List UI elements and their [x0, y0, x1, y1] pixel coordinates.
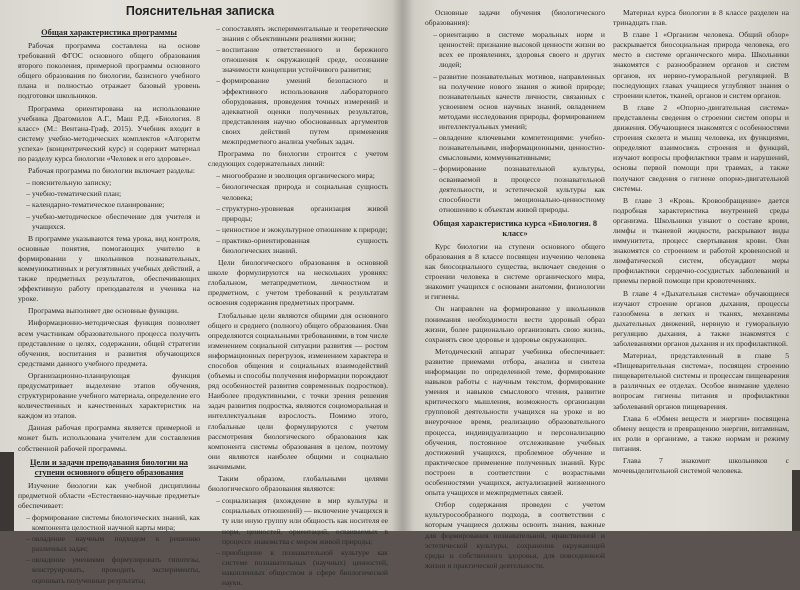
list-item: • сопоставлять экспериментальные и теоретические знания с объективными реалиями жизни;: [222, 24, 388, 44]
list-item: • приобщение к познавательной культуре как системе познавательных (научных) ценностей, накопленных обществом в сфере биологической науки.: [222, 548, 388, 588]
bullet-list: [208, 24, 388, 147]
bullet-list: [425, 30, 605, 215]
list-item: • учебно-методическое обеспечение для учителя и учащихся.: [32, 212, 200, 232]
left-column-1: [18, 24, 200, 588]
list-item: • ценностное и экокультурное отношение к природе;: [222, 225, 388, 235]
bullet-list: [208, 496, 388, 588]
paragraph: Программа ориентирована на использование учебника Драгомилов А.Г., Маш Р.Д. «Биология. 8 класс» (М.: Вентана-Граф, 2015). Учебник входит в систему учебно-методических комплектов «Алгоритм успеха» (концентрический курс) и содержит материал по разделу курса биологии «Человек и его здоровье».: [18, 103, 200, 164]
left-page: [0, 0, 400, 587]
paragraph: Данная рабочая программа является примерной и может быть использована учителем для составления собственной рабочей программы.: [18, 423, 200, 453]
paragraph: Изучение биологии как учебной дисциплины предметной области «Естественно-научные предметы» обеспечивает:: [18, 480, 200, 510]
paragraph: Глава 6 «Обмен веществ и энергии» посвящена обмену веществ и превращению энергии, витаминам, их роли в организме, а также нормам и режиму питания.: [613, 413, 789, 453]
list-item: • овладение ключевыми компетенциями: учебно-познавательными, информационными, ценностно-смысловыми, коммуникативными;: [439, 133, 605, 163]
list-item: • календарно-тематическое планирование;: [32, 200, 200, 210]
list-item: • развитие познавательных мотивов, направленных на получение нового знания о живой природе; познавательных качеств личности, связанных с усвоением основ научных знаний, овладением методами исследования природы, формированием интеллектуальных умений;: [439, 72, 605, 133]
paragraph: В главе 2 «Опорно-двигательная система» представлены сведения о строении систем опоры и движения. Обучающиеся знакомятся с особенностями строения скелета и мышц человека, их функциями, определяют взаимосвязь строения и функций, изучают вопросы профилактики травм и нарушений, основы первой помощи при травмах, а также получают сведения о гигиене опорно-двигательной системы.: [613, 102, 789, 193]
section-heading: Цели и задачи преподавания биологии на ступени основного общего образования: [30, 457, 188, 477]
paragraph: Информационно-методическая функция позволяет всем участникам образовательного процесса получить представление о целях, содержании, общей стратегии обучения, воспитания и развития обучающихся средствами данного учебного предмета.: [18, 318, 200, 368]
paragraph: Рабочая программа составлена на основе требований ФГОС основного общего образования второго поколения, примерной программы основного общего образования по биологии, базисного учебного плана и полностью отражает базовый уровень подготовки школьников.: [18, 41, 200, 101]
right-page: [405, 0, 800, 570]
paragraph: Методический аппарат учебника обеспечивает: развитие приемами отбора, анализа и синтеза информации по определенной теме, формирование навыков работы с научным текстом, формирование умения и навыков смыслового чтения, развитие критического мышления, возможность организации групповой деятельности учащихся на уроке и во внеурочное время, реализацию образовательного процесса, индивидуализацию и персонализацию обучения, постоянное отслеживание учебных достижений учащихся, проблемное обучение и практическое применение полученных знаний. Курс построен в соответствии с возрастными особенностями учащихся, актуализацией жизненного опыта учащихся и межпредметных связей.: [425, 346, 605, 498]
bullet-list: [208, 171, 388, 256]
paragraph: Отбор содержания проведен с учетом культуросообразного подхода, в соответствии с которым учащиеся должны освоить знания, важные для формирования познавательной, нравственной и эстетической культуры, сохранения окружающей среды и собственного здоровья, для повседневной жизни и практической деятельности.: [425, 500, 605, 570]
paragraph: В главе 4 «Дыхательная система» обучающиеся изучают строение органов дыхания, процессы газообмена в легких и тканях, механизмы дыхательных движений, нервную и гуморальную регуляцию дыхания, а также знакомятся с заболеваниями органов дыхания и их профилактикой.: [613, 288, 789, 348]
list-item: • формирование системы биологических знаний, как компонента целостной научной карты мира;: [32, 513, 200, 533]
list-item: • формирование познавательной культуры, осваиваемой в процессе познавательной деятельности, и эстетической культуры как способности эмоционально-ценностному отношению к объектам живой природы.: [439, 164, 605, 214]
list-item: • овладение научным подходом к решению различных задач;: [32, 534, 200, 554]
paragraph: Цели биологического образования в основной школе формулируются на нескольких уровнях: глобальном, метапредметном, личностном и предметном, с учетом требований к результатам освоения содержания предметных программ.: [208, 258, 388, 308]
list-item: • овладение умениями формулировать гипотезы, конструировать, проводить эксперименты, оценивать полученные результаты;: [32, 555, 200, 585]
right-column-2: [613, 8, 789, 478]
list-item: • практико-ориентированная сущность биологических знаний.: [222, 236, 388, 256]
paragraph: Рабочая программа по биологии включает разделы:: [28, 166, 196, 176]
list-item: • многообразие и эволюция органического мира;: [222, 171, 388, 181]
paragraph: Основные задачи обучения (биологического образования):: [425, 8, 605, 28]
paragraph: В главе 1 «Организм человека. Общий обзор» раскрывается биосоциальная природа человека, его место в системе органического мира. Школьники знакомятся с разнообразием органов и систем органов, их нервно-гуморальной регуляцией. В последующих главах учащиеся углубляют знания о строении клеток, тканей, органов и систем органов.: [613, 30, 789, 100]
right-column-1: [425, 8, 605, 573]
bullet-list: [18, 178, 200, 231]
paragraph: Программа по биологии строится с учетом следующих содержательных линий:: [208, 149, 388, 169]
list-item: • формирование умений безопасного и эффективного использования лабораторного оборудования, проведения точных измерений и адекватной оценки полученных результатов, представления научно обоснованных аргументов своих действий путем применения межпредметного анализа учебных задач.: [222, 76, 388, 147]
bullet-list: [18, 513, 200, 586]
paragraph: Организационно-планирующая функция предусматривает выделение этапов обучения, структурирование учебного материала, определение его количественных и качественных характеристик на каждом из этапов.: [18, 370, 200, 421]
paragraph: Глава 7 знакомит школьников с мочевыделительной системой человека.: [613, 456, 789, 476]
list-item: • структурно-уровневая организация живой природы;: [222, 204, 388, 224]
list-item: • учебно-тематический план;: [32, 189, 200, 199]
paragraph: В главе 3 «Кровь. Кровообращение» дается подробная характеристика внутренней среды организма. Школьники узнают о составе крови, лимфы и тканевой жидкости, раскрывают виды иммунитета, процесс свертывания крови. Они знакомятся со строением и работой кровеносной и лимфатической систем, обсуждают меры профилактики сердечно-сосудистых заболеваний и приемы первой помощи при кровотечениях.: [613, 195, 789, 286]
section-heading: Общая характеристика курса «Биология. 8 класс»: [432, 218, 598, 238]
paragraph: В программе указываются тема урока, вид контроля, основные понятия, помогающих учителю в формировании у школьников познавательных, коммуникативных и регулятивных учебных действий, а также предметных результатов, обеспечивающих эффективную работу преподавателя и ученика на уроке.: [18, 233, 200, 304]
page-title: Пояснительная записка: [125, 4, 275, 18]
section-heading: Общая характеристика программы: [41, 28, 177, 37]
list-item: • пояснительную записку;: [32, 178, 200, 188]
paragraph: Материал, представленный в главе 5 «Пищеварительная система», посвящен строению пищеварительной системы и процессам пищеварения в различных ее отделах. Особое внимание уделено вопросам гигиены питания и профилактики заболеваний органов пищеварения.: [613, 351, 789, 411]
left-column-2: [208, 24, 388, 590]
paragraph: Материал курса биологии в 8 классе разделен на тринадцать глав.: [613, 8, 789, 28]
list-item: • ориентацию в системе моральных норм и ценностей: признание высокой ценности жизни во всех ее проявлениях, здоровья своего и других людей;: [439, 30, 605, 70]
paragraph: Глобальные цели являются общими для основного общего и среднего (полного) общего образования. Они определяются социальными требованиями, в том числе изменением социальной ситуации развития — ростом информационных перегрузок, изменением характера и способов общения и социальных взаимодействий (объемы и способы получения информации порождают ряд особенностей развития современных подростков). Наиболее продуктивными, с точки зрения решения задач развития подростка, являются социоморальная и интеллектуальная взрослость. Помимо этого, глобальные цели формулируются с учетом рассмотрения биологического образования как компонента системы образования в целом, поэтому они являются наиболее общими и социально значимыми.: [208, 310, 388, 471]
list-item: • воспитание ответственного и бережного отношения к окружающей среде, осознание значимости концепции устойчивого развития;: [222, 45, 388, 75]
paragraph: Программа выполняет две основные функции.: [28, 306, 179, 316]
list-item: • биологическая природа и социальная сущность человека;: [222, 182, 388, 202]
list-item: • социализация (вхождение в мир культуры и социальных отношений) — включение учащихся в ту или иную группу или общность как носителя ее норм, ценностей, ориентаций, осваиваемых в процессе знакомства с миром живой природы;: [222, 496, 388, 546]
paragraph: Курс биологии на ступени основного общего образования в 8 классе посвящен изучению человека как биосоциального существа, включает сведения о строении человека в системе органического мира, знакомит учащихся с основами анатомии, физиологии и гигиены.: [425, 241, 605, 302]
paragraph: Он направлен на формирование у школьников понимания необходимости вести здоровый образ жизни, более рационально организовать свою жизнь, сохранять свое здоровье и здоровье окружающих.: [425, 304, 605, 344]
paragraph: Таким образом, глобальными целями биологического образования являются:: [208, 474, 388, 494]
